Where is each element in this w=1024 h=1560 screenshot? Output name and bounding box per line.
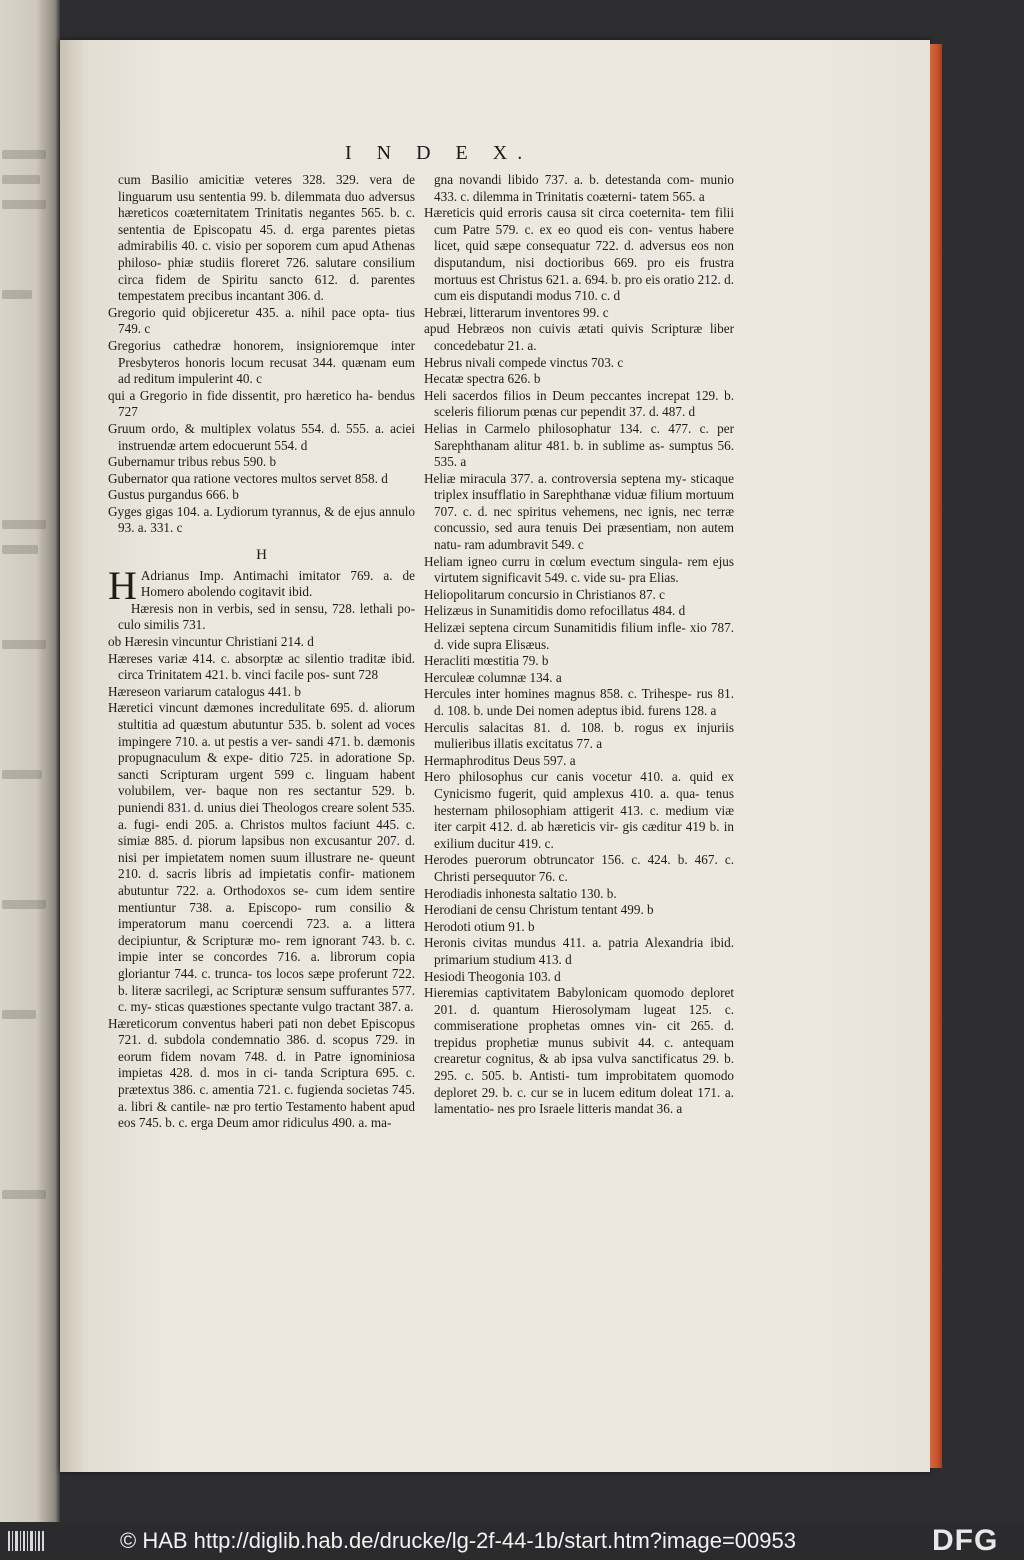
entry-line: Hæreses variæ 414. c. absorptæ ac silentio traditæ [108, 650, 386, 666]
entry-line: tos locos sæpe proferunt 722. b. literæ sacrilegi, [118, 965, 416, 998]
index-entry [424, 753, 734, 770]
entry-line: Herodes puerorum obtruncator 156. c. 424. b. 467. [424, 852, 718, 868]
entry-line: tanda Scriptura 695. c. prætextus 386. c. amentia [118, 1065, 415, 1098]
entry-line: solent ad voces impingere 710. a. ut pestis a ver- [118, 717, 416, 749]
entry-line: 723. a. a littera decipiuntur, & Scripturæ mo- [118, 916, 415, 948]
entry-line: sumptus 56. 535. a [434, 437, 735, 470]
entry-line: d [678, 603, 686, 619]
entry-line: Herculeæ columnæ 134. a [424, 669, 562, 685]
entry-line: unius diei Theologos creare solent 535. a. fugi- [118, 799, 416, 832]
entry-line: furens 128. a [647, 703, 717, 718]
entry-line: eis disputandi modus 710. c. d [460, 288, 621, 304]
entry-line: negantes 565. b. c. sententia de Episcopatu [118, 205, 416, 237]
entry-line: vehemens, nec ignis, nec terræ concussio, sed [434, 503, 735, 536]
index-entry [424, 902, 734, 919]
entry-line: cum idem sentire mentiuntur 738. a. Episcopo- [118, 882, 416, 915]
index-entry [108, 651, 415, 684]
letter-heading: H [256, 547, 267, 564]
index-entry-continued [424, 172, 734, 205]
entry-line: 716. a. librorum copia gloriantur 744. c. trunca- [118, 949, 415, 981]
entry-line: Heliopolitarum concursio in Christianos 87. c [424, 586, 666, 602]
entry-line: Gustus purgandus 666. b [108, 487, 239, 503]
index-entry [424, 305, 734, 322]
entry-line: per Sarephthanam alitur 481. b. in sublime as- [434, 420, 735, 453]
entry-line: 44. c. antequam crearetur cognitus, & ab ipsa [434, 1034, 734, 1067]
index-entry [108, 634, 415, 651]
index-entry [424, 686, 734, 719]
index-entry [108, 601, 415, 634]
entry-line: Hæreseon variarum catalogus 441. b [108, 683, 301, 699]
entry-line: Helizæi septena circum Sunamitidis filium infle- [424, 620, 686, 636]
entry-line: Hæreticorum conventus haberi pati non debet [108, 1015, 356, 1031]
entry-line: rus 81. d. 108. b. unde Dei nomen adeptus ibid. [434, 686, 734, 718]
entry-line: Gregorio quid objiceretur 435. a. nihil pace opta- [108, 304, 390, 320]
entry-line: sticas quæstiones spectante vulgo tractant [155, 999, 375, 1015]
entry-line: 885. d. piorum lapsibus non excusantur 207. d. [154, 833, 415, 849]
entry-line: mulieribus illatis excitatus 77. a [434, 736, 603, 752]
entry-line: culo similis 731. [118, 617, 206, 633]
entry-line: tenus hesternam philosophiam attigerit 413. c. [434, 785, 734, 818]
dfg-logo: DFG [932, 1524, 999, 1557]
entry-line: 45. d. erga parentes pietas admirabilis 40. c. [118, 221, 415, 254]
dropcap-entry-text: Adrianus Imp. Antimachi imitator 769. a. de Homero abolendo cogitavit ibid. [140, 567, 415, 600]
entry-line: Gyges gigas 104. a. Lydiorum tyrannus, & de [108, 503, 351, 519]
index-entry [424, 205, 734, 305]
entry-line: ibid. primarium studium 413. d [434, 935, 734, 967]
entry-line: tum improbitatem quomodo deploret 29. b. c. [434, 1068, 735, 1100]
entry-line: 858. d [354, 470, 388, 486]
entry-line: adversus hæreticos coæternitatem Trinitatis [118, 188, 415, 221]
barcode-icon [8, 1531, 44, 1551]
entry-line: quænam eum ad reditum impulerint 40. c [118, 354, 415, 387]
index-entry [108, 305, 415, 338]
entry-line: 721. c. fugienda societas 745. a. libri & cantile- [118, 1082, 416, 1114]
entry-line: Patre ignominiosa impietas 428. d. mos in ci- [118, 1048, 415, 1081]
entry-line: 722. d. adversus eos non disputandum, nisi [434, 238, 734, 270]
entry-line: Heliam igneo curru in cœlum evectum singula- [424, 553, 683, 569]
index-entry [424, 587, 734, 604]
entry-line: nes pro Israele litteris mandat 36. a [497, 1101, 683, 1117]
index-entry [108, 421, 415, 454]
index-entry [108, 338, 415, 388]
entry-line: ibid. circa Trinitatem 421. b. vinci facile pos- [118, 650, 415, 683]
entry-line: endi 205. a. Christos multos faciunt 445. c. simiæ [118, 816, 415, 849]
entry-line: nisi per impietatem nomen suum illustrare ne- [118, 849, 374, 865]
entry-line: Hebræi, litterarum inventores 99. c [424, 304, 609, 320]
entry-line: rem ignorant 743. b. c. impie inter se concordes [118, 932, 416, 965]
entry-line: 129. b. sceleris filiorum pœnas cur pependit [434, 387, 735, 420]
entry-line: ex Cynicismo fugerit, quid amplexus 410. a. qua- [434, 769, 735, 801]
entry-line: gna novandi libido 737. a. b. detestanda com- [434, 172, 695, 187]
index-entry [424, 935, 734, 968]
entry-line: Gubernamur tribus rebus 590. b [108, 454, 277, 470]
viewer-footer [0, 1522, 1024, 1560]
entry-line: 37. d. 487. d [629, 404, 696, 420]
index-entry [424, 985, 734, 1118]
entry-line: c. Christi persequutor 76. c. [434, 852, 734, 884]
entry-line: næ pro tertio Testamento habent apud eos [118, 1098, 415, 1131]
entry-line: ventus habere licet, quid sæpe consequatur [434, 221, 734, 254]
entry-line: rum consilio & imperatorum manu coercendi [118, 899, 415, 932]
entry-line: baque non res sectantur 529. b. puniendi 831. d. [118, 783, 415, 815]
entry-line: bendus 727 [118, 387, 415, 420]
entry-line: Gruum ordo, & multiplex volatus 554. d. 555. a. [108, 420, 385, 436]
entry-line: queunt 210. d. sacris libris ad impietatis confir- [118, 849, 415, 882]
index-entry [424, 769, 734, 852]
entry-line: cum Basilio amicitiæ veteres 328. 329. vera de [118, 172, 415, 187]
entry-line: sandi 471. b. dæmonis propugnaculum & expe- [118, 733, 416, 766]
entry-line: doctioribus 669. pro eis frustra mortuus est [434, 254, 735, 287]
entry-line: circa fidem de Spiritu sancto 612. d. parentes [118, 271, 415, 287]
index-entry [424, 421, 734, 471]
index-entry [108, 504, 415, 537]
entry-line: xio 787. d. vide supra Elisæus. [434, 620, 735, 652]
entry-line: ram adumbravit 549. c [464, 537, 584, 553]
facing-page-edge [0, 0, 60, 1522]
index-column-left [108, 172, 415, 1132]
entry-line: Hebrus nivali compede vinctus 703. c [424, 354, 624, 370]
index-entry [108, 388, 415, 421]
index-entry [424, 388, 734, 421]
index-entry [108, 454, 415, 471]
entry-line: sunt 728 [332, 667, 379, 683]
entry-line: pra Elias. [628, 570, 679, 586]
entry-line: qui a Gregorio in fide dissentit, pro hæretico ha- [108, 387, 374, 403]
entry-line: tius 749. c [118, 304, 415, 337]
entry-line: Herculis salacitas 81. d. 108. b. rogus ex injuriis [424, 719, 734, 735]
entry-line: phiæ studiis floreret 726. salutare consilium [167, 254, 416, 270]
entry-line: Hesiodi Theogonia 103. d [424, 968, 561, 984]
entry-line: Hero philosophus cur canis vocetur 410. a. quid [424, 769, 714, 785]
entry-line: visio per soporem cum apud Athenas philoso- [118, 238, 416, 270]
entry-line: ob Hæresin vincuntur Christiani 214. d [108, 634, 314, 650]
index-entry [108, 700, 415, 1015]
entry-line: Heronis civitas mundus 411. a. patria Alexandria [424, 935, 704, 951]
entry-line: Herodiadis inhonesta saltatio 130. b. [424, 885, 617, 901]
index-entry [424, 852, 734, 885]
index-entry [108, 1016, 415, 1132]
index-entry [424, 670, 734, 687]
copyright-link[interactable]: © HAB http://diglib.hab.de/drucke/lg-2f-44-1b/start.htm?image=00953 [120, 1528, 796, 1553]
entry-line: Gubernator qua ratione vectores multos servet [108, 470, 352, 486]
entry-line: Hermaphroditus Deus 597. a [424, 752, 576, 768]
entry-line: aura tenuis Dei præsentiam, non autem natu- [434, 520, 734, 553]
entry-line: Herodoti otium 91. b [424, 918, 535, 934]
entry-line: Helizæus in Sunamitidis domo refocillatus 484. [424, 603, 676, 619]
entry-line: munio 433. c. dilemma in Trinitatis coæterni- [434, 172, 734, 204]
entry-line: mationem abutuntur 722. a. Orthodoxos se- [118, 866, 415, 898]
index-entry [424, 653, 734, 670]
entry-line: Hercules inter homines magnus 858. c. Trihespe- [424, 686, 692, 702]
red-page-edge [930, 44, 942, 1468]
entry-line: cit 265. d. trepidus prophetiæ munus subivit [434, 1018, 735, 1050]
entry-line: Hæretici vincunt dæmones incredulitate 695. d. [108, 700, 369, 716]
entry-line: Hieremias captivitatem Babylonicam quomodo [424, 985, 684, 1001]
index-entry [424, 371, 734, 388]
index-entry [424, 886, 734, 903]
entry-line: Episcopus 721. d. subdola condemnatio 386. d. [118, 1015, 415, 1048]
entry-line: inter Presbyteros honoris locum recusat 344. [118, 337, 416, 370]
index-entry [424, 321, 734, 354]
index-entry [424, 620, 734, 653]
entry-line: 387. a. [378, 999, 414, 1015]
entry-line: liber concedebatur 21. a. [434, 321, 735, 353]
entry-line: Hecatæ spectra 626. b [424, 371, 541, 387]
entry-line: Heli sacerdos filios in Deum peccantes increpat [424, 387, 690, 403]
index-entry [424, 471, 734, 554]
entry-line: rem ejus virtutem significavit 549. c. vide su- [434, 553, 734, 586]
entry-line: Heracliti mœstitia 79. b [424, 653, 549, 669]
entry-line: tempestatem precibus incantant 306. d. [118, 288, 324, 304]
index-entry [424, 919, 734, 936]
entry-line: Christus 621. a. 694. b. pro eis oratio 212. d. cum [434, 271, 735, 304]
index-entry [424, 969, 734, 986]
entry-line: vulva sanctificatus 29. b. 295. c. 505. b. Antisti- [434, 1051, 734, 1084]
index-entry [108, 487, 415, 504]
index-entry [424, 720, 734, 753]
entry-line: Hæreticis quid erroris causa sit circa coeternita- [424, 205, 686, 221]
entry-line: sticaque triplex insufflatio in Sarephthanæ [434, 470, 734, 503]
entry-line: tem filii cum Patre 579. c. ex eo quod eis con- [434, 205, 735, 237]
entry-line: aliorum stultitia ad quæstum abutuntur 535. b. [118, 700, 415, 732]
running-head: I N D E X. [345, 142, 533, 164]
entry-line: viduæ filium mortuum 707. c. d. nec spiritus [434, 487, 734, 519]
entry-line: cur se in lucem editum doleat 171. a. lamentatio- [434, 1084, 735, 1117]
entry-line: gis cæditur 419 b. in exilium ducitur 419. c. [434, 819, 734, 851]
entry-line: ac Scripturæ sensum suffurantes 577. c. my- [118, 982, 416, 1015]
drop-cap: H [108, 562, 137, 608]
entry-line: ditio 725. in adoratione Sp. sancti Scripturam [118, 750, 415, 782]
index-entry [424, 355, 734, 372]
entry-line: apud Hebræos non cuivis ætati quivis Scripturæ [424, 321, 703, 337]
entry-line: aciei instruendæ artem edocuerunt 554. d [118, 420, 416, 453]
entry-line: 125. c. commiseratione prophetas omnes vin- [434, 1001, 735, 1034]
entry-line: urgent 599 c. linguam habent volubilem, ver- [118, 766, 416, 799]
entry-line: ejus annulo 93. a. 331. c [118, 503, 415, 536]
entry-line: linguarum usu sententia 99. b. dilemmata duo [118, 188, 365, 204]
entry-line: Heliæ miracula 377. a. controversia septena my- [424, 470, 687, 486]
index-entry [108, 471, 415, 488]
entry-line: 745. b. c. erga Deum amor ridiculus 490. a. ma- [138, 1115, 392, 1131]
index-column-right [424, 172, 734, 1118]
entry-line: tatem 565. a [639, 188, 705, 204]
entry-line: Hæresis non in verbis, sed in sensu, 728. lethali po- [130, 600, 415, 616]
entry-line: scopus 729. in eorum fidem novam 748. d. in [118, 1032, 416, 1064]
entry-line: Gregorius cathedræ honorem, insignioremque [108, 337, 379, 353]
entry-line: deploret 201. d. quantum Hierosolymam lugeat [434, 985, 735, 1017]
index-entry [424, 603, 734, 620]
index-entry [424, 554, 734, 587]
index-entry-continued [108, 172, 415, 305]
entry-line: medium viæ iter carpit 412. d. ab hæreticis vir- [434, 802, 735, 835]
index-entry [108, 684, 415, 701]
entry-line: Helias in Carmelo philosophatur 134. c. 477. c. [424, 420, 709, 436]
entry-line: Herodiani de censu Christum tentant 499. b [424, 902, 654, 918]
